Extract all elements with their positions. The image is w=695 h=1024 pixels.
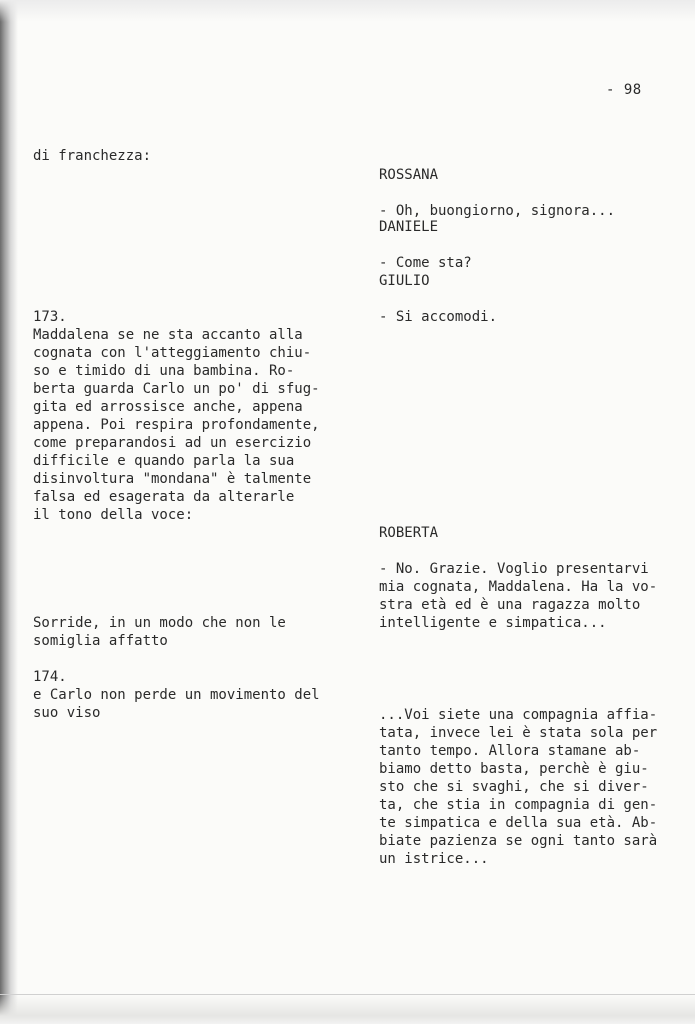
dialogue-line: - Oh, buongiorno, signora...: [379, 203, 616, 219]
speaker-name: ROSSANA: [379, 167, 439, 183]
dialogue-line: - No. Grazie. Voglio presentarvi mia cognata, Maddalena. Ha la vo- stra età ed è una ragazza molto intelligente e simpatica...: [379, 561, 658, 631]
page-number: - 98: [606, 82, 642, 98]
dialogue-line: - Si accomodi.: [379, 309, 498, 325]
roberta-continuation: ...Voi siete una compagnia affia- tata, invece lei è stata sola per tanto tempo. Allora stamane ab- biamo detto basta, perchè è giu- sto che si svaghi, che si diver- ta, che stia in compagnia di gen- te simpatica e della sua età. Ab- biate pazienza se ogni tanto sarà un istrice...: [379, 707, 658, 867]
scene-174-text: e Carlo non perde un movimento del suo viso: [33, 687, 320, 721]
scan-left-shadow: [0, 0, 18, 1024]
smile-note: Sorride, in un modo che non le somiglia affatto: [33, 615, 286, 649]
scene-174-number: 174.: [33, 669, 67, 685]
scene-173-number: 173.: [33, 309, 67, 325]
speaker-name: GIULIO: [379, 273, 430, 289]
dialogue-giulio: [379, 254, 679, 344]
scan-top-edge: [0, 0, 695, 22]
speaker-name: ROBERTA: [379, 525, 439, 541]
scan-bottom-edge: [0, 994, 695, 1024]
speaker-name: DANIELE: [379, 219, 439, 235]
dialogue-roberta: [379, 506, 679, 650]
scene-173-text: Maddalena se ne sta accanto alla cognata con l'atteggiamento chiu- so e timido di una bambina. Ro- berta guarda Carlo un po' di sfug- gita ed arrossisce anche, appena appena. Poi respira profondamente, come preparandosi ad un esercizio difficile e quando parla la sua disinvoltura "mondana" è talmente falsa ed esagerata da alterarle il tono della voce:: [33, 327, 320, 523]
intro-fragment: di franchezza:: [33, 148, 152, 164]
dialogue-line: - Come sta?: [379, 255, 472, 271]
